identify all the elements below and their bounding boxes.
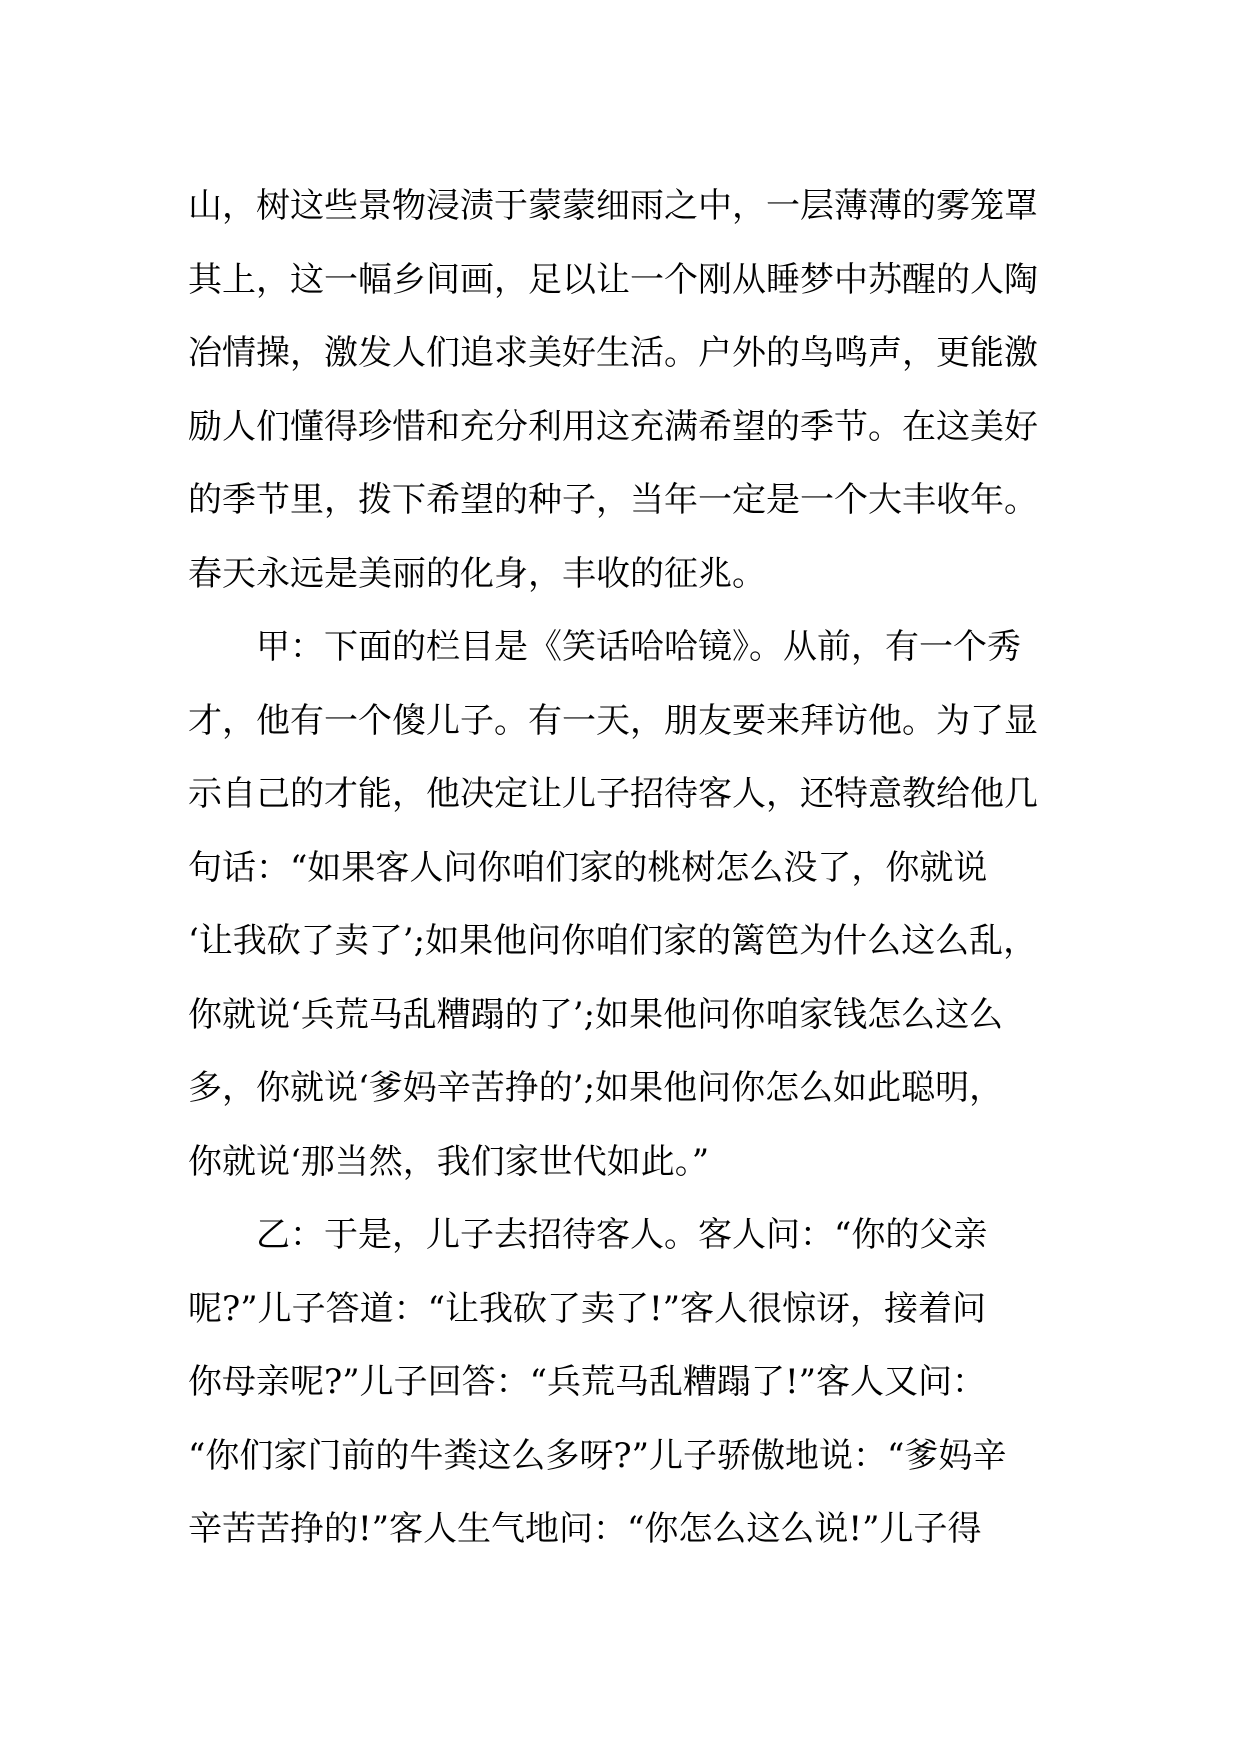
text-line-13: 多，你就说‘爹妈辛苦挣的’;如果他问你怎么如此聪明，	[188, 1068, 1004, 1108]
text-line-16: 呢?”儿子答道：“让我砍了卖了!”客人很惊讶，接着问	[188, 1288, 987, 1329]
text-line-3: 冶情操，激发人们追求美好生活。户外的鸟鸣声，更能激	[188, 333, 1038, 373]
body-text	[188, 170, 1068, 1567]
text-line-15: 乙：于是，儿子去招待客人。客人问：“你的父亲	[256, 1215, 988, 1255]
text-line-12: 你就说‘兵荒马乱糟蹋的了’;如果他问你咱家钱怎么这么	[188, 994, 1004, 1035]
text-line-7: 甲：下面的栏目是《笑话哈哈镜》。从前，有一个秀	[256, 627, 1021, 667]
text-line-4: 励人们懂得珍惜和充分利用这充满希望的季节。在这美好	[188, 406, 1038, 447]
text-line-11: ‘让我砍了卖了’;如果他问你咱们家的篱笆为什么这么乱，	[188, 921, 1038, 961]
text-line-10: 句话：“如果客人问你咱们家的桃树怎么没了，你就说	[188, 847, 988, 888]
text-line-5: 的季节里，拨下希望的种子，当年一定是一个大丰收年。	[188, 480, 1038, 520]
text-line-2: 其上，这一幅乡间画，足以让一个刚从睡梦中苏醒的人陶	[188, 259, 1038, 300]
text-line-8: 才，他有一个傻儿子。有一天，朋友要来拜访他。为了显	[188, 700, 1038, 741]
text-line-9: 示自己的才能，他决定让儿子招待客人，还特意教给他几	[188, 774, 1038, 814]
text-line-19: 辛苦苦挣的!”客人生气地问：“你怎么这么说!”儿子得	[188, 1509, 982, 1549]
text-line-1: 山，树这些景物浸渍于蒙蒙细雨之中，一层薄薄的雾笼罩	[188, 186, 1038, 226]
text-line-14: 你就说‘那当然，我们家世代如此。”	[188, 1141, 710, 1182]
text-line-18: “你们家门前的牛粪这么多呀?”儿子骄傲地说：“爹妈辛	[188, 1435, 1007, 1476]
text-line-6: 春天永远是美丽的化身，丰收的征兆。	[188, 553, 766, 594]
text-line-17: 你母亲呢?”儿子回答：“兵荒马乱糟蹋了!”客人又问：	[188, 1362, 987, 1402]
